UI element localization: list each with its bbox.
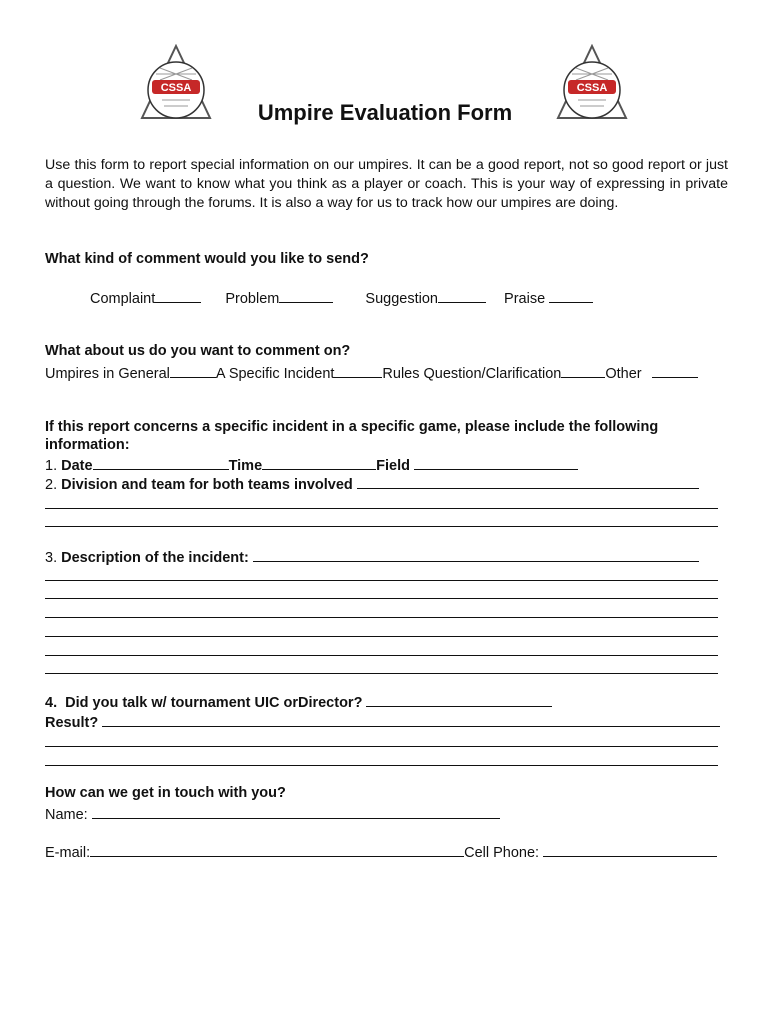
praise-blank[interactable] [549, 288, 593, 303]
description-label: Description of the incident: [61, 550, 249, 566]
result-line-1[interactable] [45, 746, 718, 747]
option-specific-incident: A Specific Incident [215, 366, 335, 382]
logo-text: CSSA [160, 82, 192, 94]
specific-incident-blank[interactable] [334, 363, 382, 378]
option-praise: Praise [504, 291, 546, 307]
name-row [45, 804, 500, 823]
incident-date-time-field [45, 455, 578, 474]
logo-text: CSSA [576, 82, 608, 94]
description-line-2[interactable] [45, 598, 718, 599]
description-line-3[interactable] [45, 617, 718, 618]
complaint-blank[interactable] [155, 288, 201, 303]
description-line-4[interactable] [45, 636, 718, 637]
division-input[interactable] [357, 474, 699, 489]
option-complaint: Complaint [90, 291, 156, 307]
suggestion-blank[interactable] [438, 288, 486, 303]
name-input[interactable] [92, 804, 500, 819]
intro-paragraph: Use this form to report special information on our umpires. It can be a good report, not so good report or just a question. We want to know what you think as a player or coach. This is your way of expressing in private without going through the forums. It is also a way for us to track how our umpires are doing. [45, 157, 728, 211]
division-label: Division and team for both teams involved [61, 477, 353, 493]
time-label: Time [228, 458, 263, 474]
comment-on-question: What about us do you want to comment on? [45, 343, 351, 359]
email-label: E-mail: [45, 845, 91, 861]
incident-description [45, 547, 699, 566]
tournament-question-row [45, 692, 552, 711]
description-line-6[interactable] [45, 673, 718, 674]
field-input[interactable] [414, 455, 578, 470]
result-line-2[interactable] [45, 765, 718, 766]
rules-question-blank[interactable] [561, 363, 605, 378]
option-other: Other [605, 366, 642, 382]
comment-kind-options [90, 288, 593, 307]
contact-question: How can we get in touch with you? [45, 785, 286, 801]
email-input[interactable] [90, 842, 464, 857]
item-2-number: 2. [45, 477, 58, 493]
other-blank[interactable] [652, 363, 698, 378]
result-label: Result? [45, 715, 99, 731]
name-label: Name: [45, 807, 88, 823]
tournament-answer-input[interactable] [366, 692, 552, 707]
time-input[interactable] [262, 455, 376, 470]
comment-kind-question: What kind of comment would you like to send? [45, 251, 369, 267]
division-line-2[interactable] [45, 526, 718, 527]
description-line-5[interactable] [45, 655, 718, 656]
comment-on-options [45, 363, 698, 382]
incident-intro: If this report concerns a specific incident in a specific game, please include the following information: [45, 419, 659, 453]
result-input[interactable] [102, 712, 720, 727]
item-4-number: 4. [45, 695, 58, 711]
description-line-1[interactable] [45, 580, 718, 581]
item-1-number: 1. [45, 458, 58, 474]
cell-phone-label: Cell Phone: [464, 845, 540, 861]
result-row [45, 712, 720, 731]
field-label: Field [376, 458, 410, 474]
email-cell-row [45, 842, 717, 861]
cell-phone-input[interactable] [543, 842, 717, 857]
umpires-general-blank[interactable] [170, 363, 216, 378]
problem-blank[interactable] [279, 288, 333, 303]
option-rules-question: Rules Question/Clarification [382, 366, 562, 382]
incident-division [45, 474, 699, 493]
division-line-1[interactable] [45, 508, 718, 509]
option-umpires-general: Umpires in General [45, 366, 170, 382]
option-problem: Problem [225, 291, 280, 307]
date-input[interactable] [93, 455, 229, 470]
item-3-number: 3. [45, 550, 58, 566]
form-title: Umpire Evaluation Form [257, 100, 513, 125]
date-label: Date [61, 458, 93, 474]
tournament-question: Did you talk w/ tournament UIC orDirector? [65, 695, 363, 711]
option-suggestion: Suggestion [365, 291, 438, 307]
description-input[interactable] [253, 547, 699, 562]
